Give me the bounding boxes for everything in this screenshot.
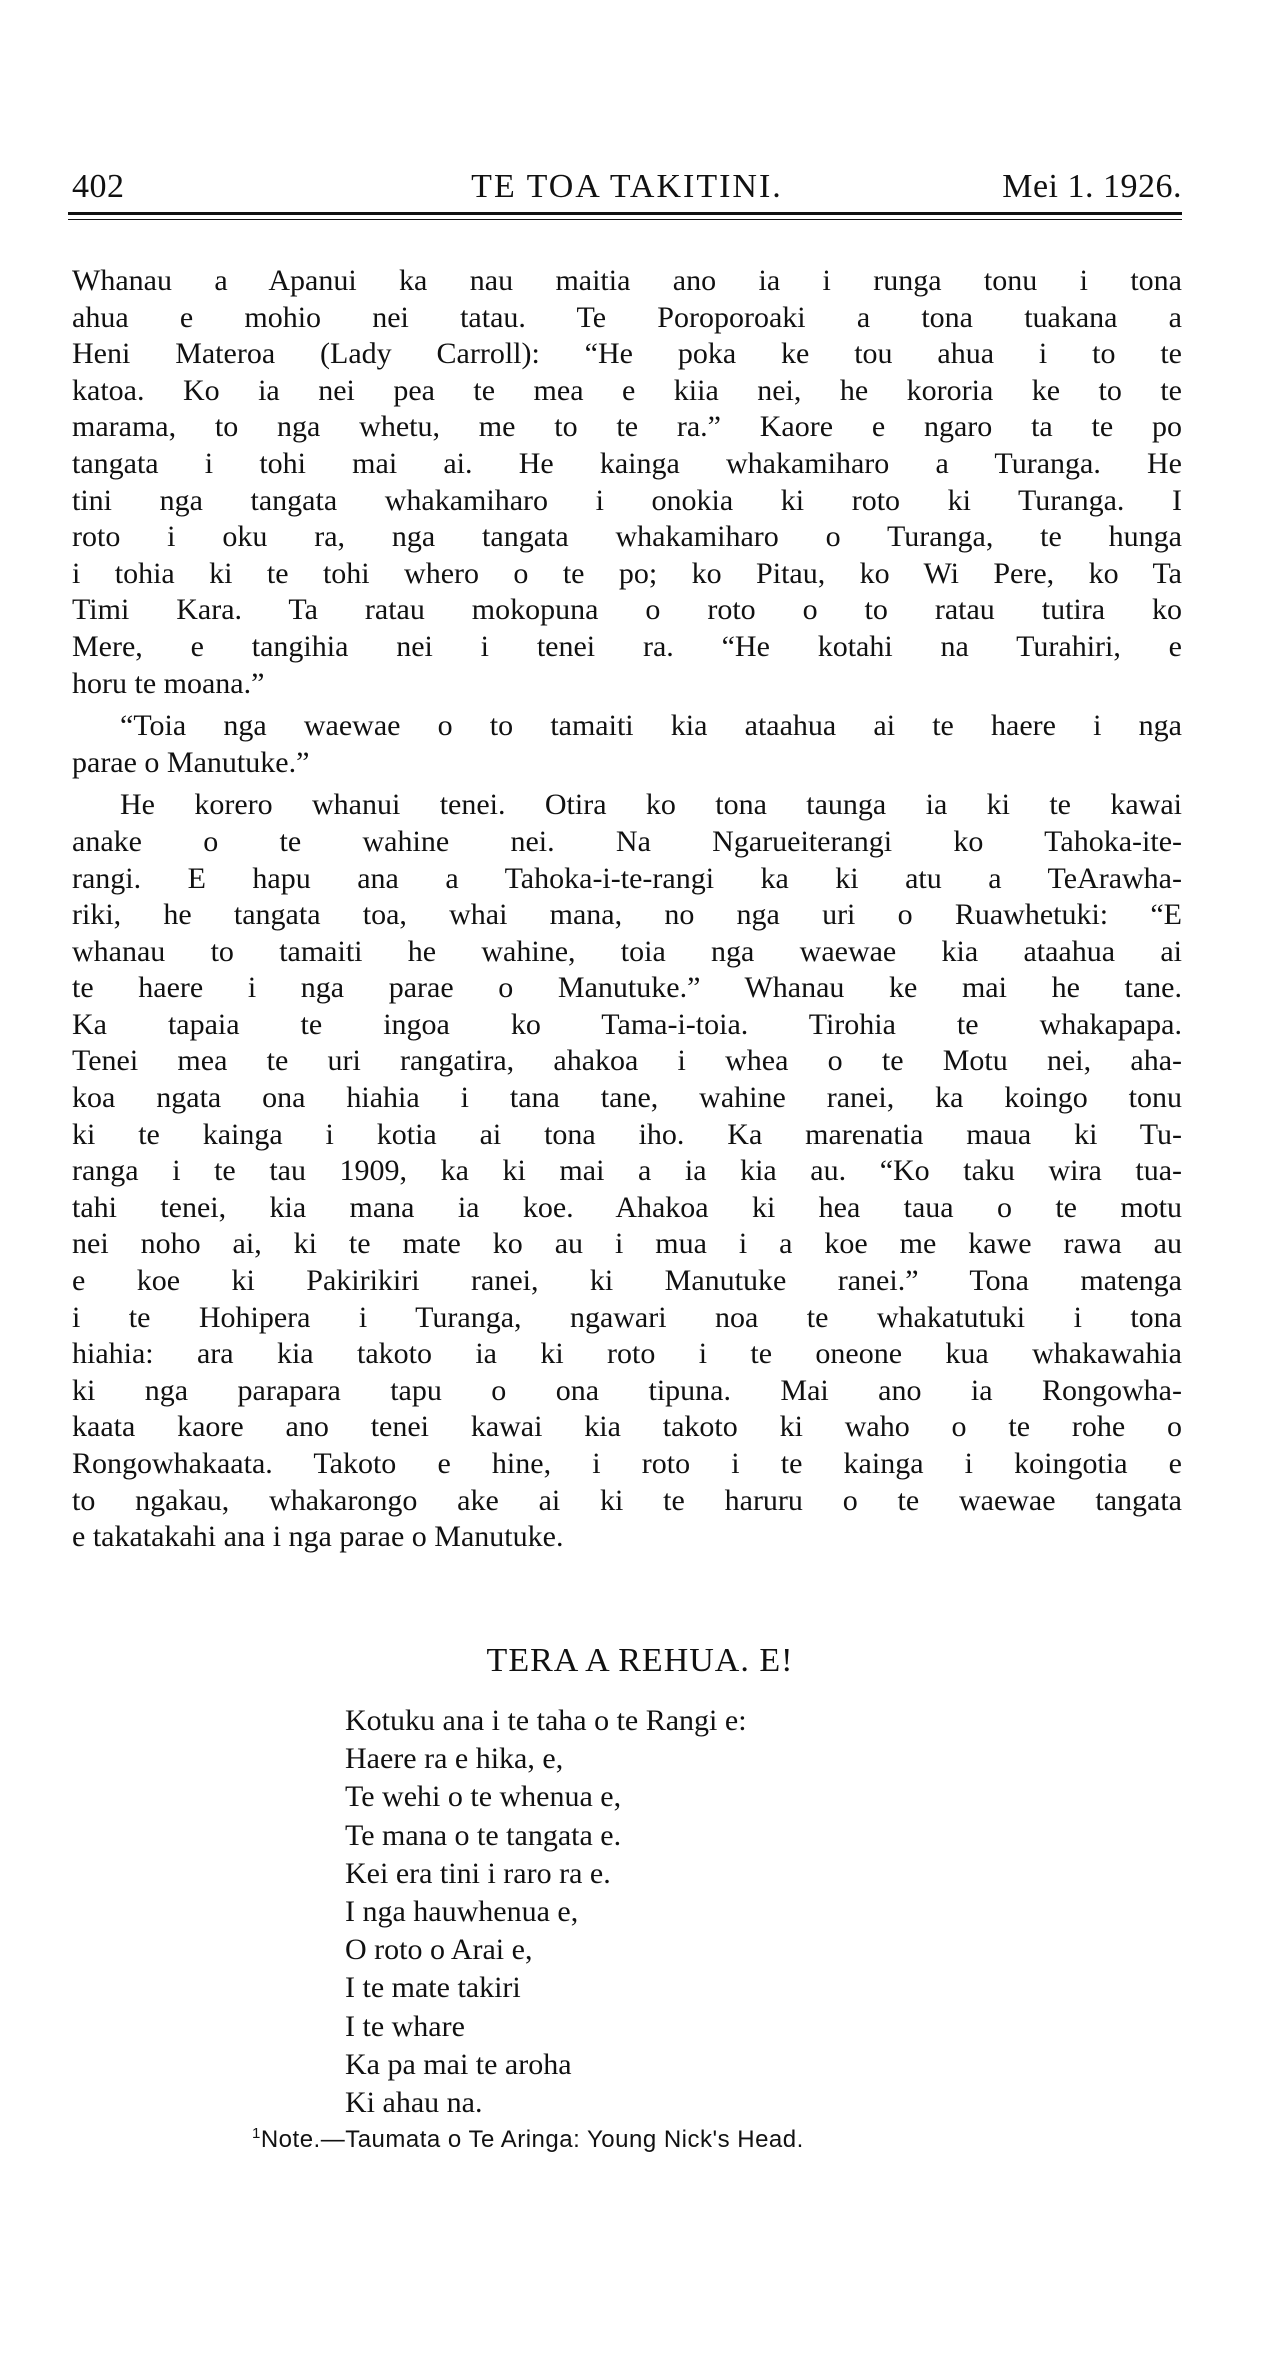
text-line: Heni Materoa (Lady Carroll): “He poka ke tou ahua i to te xyxy=(72,337,1182,371)
text-line: “Toia nga waewae o to tamaiti kia ataahua ai te haere i nga xyxy=(120,709,1182,743)
paragraph-1 xyxy=(72,263,1182,702)
poem-line: I nga hauwhenua e, xyxy=(345,1895,579,1929)
text-line: anake o te wahine nei. Na Ngarueiterangi ko Tahoka-ite- xyxy=(72,824,1182,858)
text-line: e takatakahi ana i nga parae o Manutuke. xyxy=(72,1520,564,1554)
poem-line: Te mana o te tangata e. xyxy=(345,1818,622,1852)
text-line: ahua e mohio nei tatau. Te Poroporoaki a tona tuakana a xyxy=(72,300,1182,334)
footnote xyxy=(252,2125,804,2154)
poem-line: I te mate takiri xyxy=(345,1971,521,2005)
poem-line: Haere ra e hika, e, xyxy=(345,1742,564,1776)
article-body xyxy=(72,263,1182,1556)
text-line: e koe ki Pakirikiri ranei, ki Manutuke ranei.” Tona matenga xyxy=(72,1264,1182,1298)
text-line: tangata i tohi mai ai. He kainga whakamiharo a Turanga. He xyxy=(72,446,1182,480)
text-line: to ngakau, whakarongo ake ai ki te haruru o te waewae tangata xyxy=(72,1483,1182,1517)
page-header xyxy=(72,168,1182,208)
issue-date: Mei 1. 1926. xyxy=(1002,168,1182,205)
poem-line: Te wehi o te whenua e, xyxy=(345,1780,622,1814)
text-line: nei noho ai, ki te mate ko au i mua i a koe me kawe rawa au xyxy=(72,1227,1182,1261)
publication-title: TE TOA TAKITINI. xyxy=(471,168,783,205)
poem-line: Ki ahau na. xyxy=(345,2086,483,2120)
text-line: Rongowhakaata. Takoto e hine, i roto i te kainga i koingotia e xyxy=(72,1447,1182,1480)
poem-title: TERA A REHUA. E! xyxy=(486,1642,794,1679)
text-line: Whanau a Apanui ka nau maitia ano ia i runga tonu i tona xyxy=(72,264,1182,297)
page-number: 402 xyxy=(72,168,125,205)
text-line: kaata kaore ano tenei kawai kia takoto ki waho o te rohe o xyxy=(72,1410,1182,1444)
text-line: Timi Kara. Ta ratau mokopuna o roto o to ratau tutira ko xyxy=(72,593,1182,627)
header-rule-thick xyxy=(68,212,1182,215)
text-line: whanau to tamaiti he wahine, toia nga waewae kia ataahua ai xyxy=(72,934,1182,968)
text-line: koa ngata ona hiahia i tana tane, wahine ranei, ka koingo tonu xyxy=(72,1081,1182,1115)
text-line: i tohia ki te tohi whero o te po; ko Pitau, ko Wi Pere, ko Ta xyxy=(72,556,1182,590)
text-line: Tenei mea te uri rangatira, ahakoa i whea o te Motu nei, aha- xyxy=(72,1044,1182,1078)
text-line: marama, to nga whetu, me to te ra.” Kaore e ngaro ta te po xyxy=(72,410,1182,444)
text-line: roto i oku ra, nga tangata whakamiharo o Turanga, te hunga xyxy=(72,520,1182,554)
text-line: He korero whanui tenei. Otira ko tona taunga ia ki te kawai xyxy=(120,788,1182,822)
text-line: tini nga tangata whakamiharo i onokia ki roto ki Turanga. I xyxy=(72,483,1182,517)
footnote-text: Note.—Taumata o Te Aringa: Young Nick's Head. xyxy=(260,2126,804,2153)
text-line: parae o Manutuke.” xyxy=(72,745,310,779)
poem-line: O roto o Arai e, xyxy=(345,1933,533,1967)
text-line: katoa. Ko ia nei pea te mea e kiia nei, he kororia ke to te xyxy=(72,373,1182,407)
text-line: i te Hohipera i Turanga, ngawari noa te whakatutuki i tona xyxy=(72,1300,1182,1334)
text-line: Ka tapaia te ingoa ko Tama-i-toia. Tirohia te whakapapa. xyxy=(72,1007,1182,1041)
poem-line: Kei era tini i raro ra e. xyxy=(345,1856,611,1890)
footnote-marker: 1 xyxy=(252,2125,261,2142)
text-line: ranga i te tau 1909, ka ki mai a ia kia au. “Ko taku wira tua- xyxy=(72,1154,1182,1188)
text-line: Mere, e tangihia nei i tenei ra. “He kotahi na Turahiri, e xyxy=(72,629,1182,663)
text-line: tahi tenei, kia mana ia koe. Ahakoa ki hea taua o te motu xyxy=(72,1190,1182,1224)
text-line: te haere i nga parae o Manutuke.” Whanau ke mai he tane. xyxy=(72,971,1182,1005)
text-line: ki nga parapara tapu o ona tipuna. Mai ano ia Rongowha- xyxy=(72,1373,1182,1407)
poem-verse xyxy=(345,1702,747,2122)
text-line: rangi. E hapu ana a Tahoka-i-te-rangi ka ki atu a TeArawha- xyxy=(72,861,1182,895)
text-line: hiahia: ara kia takoto ia ki roto i te oneone kua whakawahia xyxy=(72,1337,1182,1371)
paragraph-2 xyxy=(72,708,1182,781)
text-line: horu te moana.” xyxy=(72,666,265,700)
poem-line: Ka pa mai te aroha xyxy=(345,2047,572,2081)
text-line: ki te kainga i kotia ai tona iho. Ka marenatia maua ki Tu- xyxy=(72,1117,1182,1151)
text-line: riki, he tangata toa, whai mana, no nga uri o Ruawhetuki: “E xyxy=(72,898,1182,932)
header-rule-thin xyxy=(68,219,1182,220)
paragraph-3 xyxy=(72,787,1182,1555)
poem-line: Kotuku ana i te taha o te Rangi e: xyxy=(345,1704,747,1737)
poem-line: I te whare xyxy=(345,2009,465,2043)
